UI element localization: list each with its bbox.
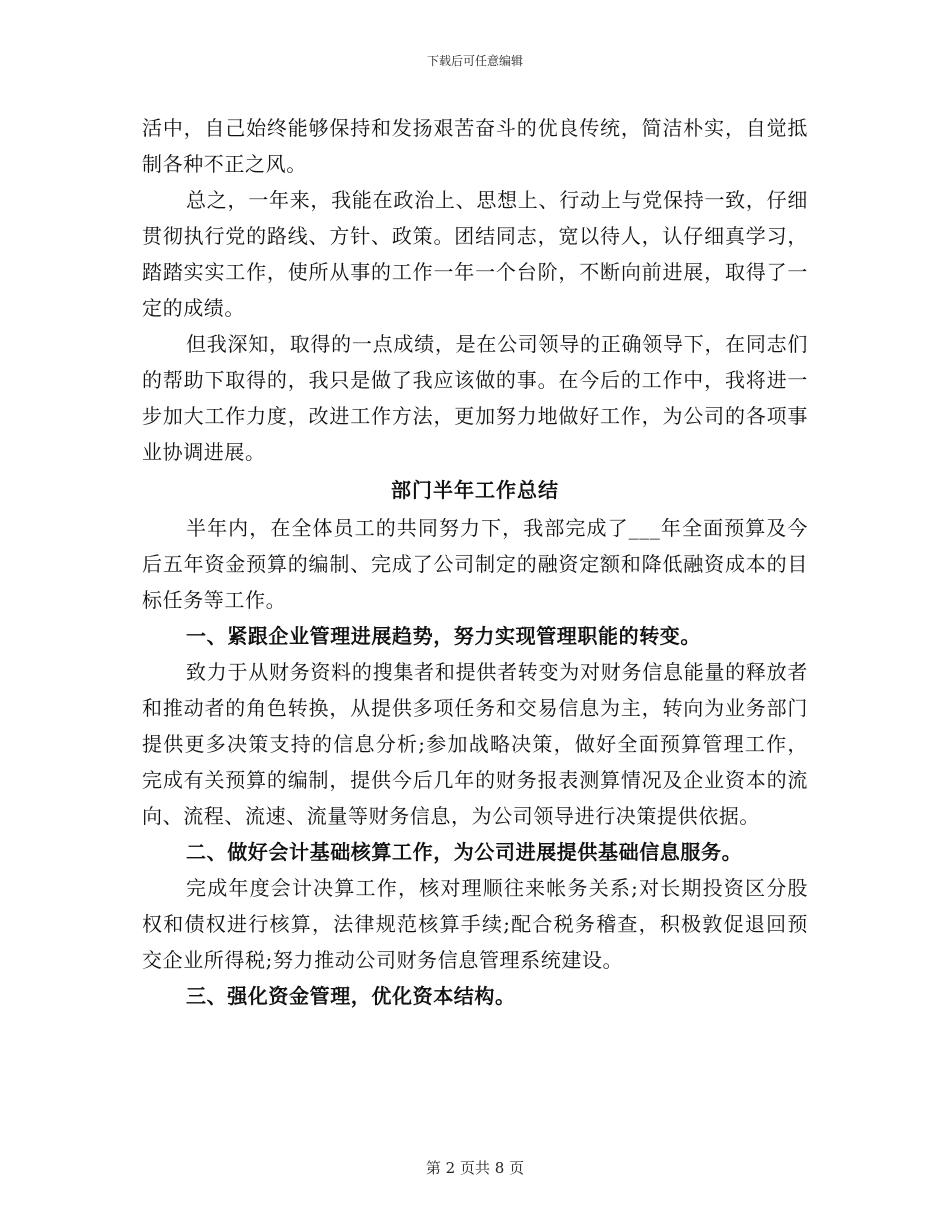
- paragraph-accounting: 完成年度会计决算工作，核对理顺往来帐务关系;对长期投资区分股权和债权进行核算，法律规范核算手续;配合税务稽查，积极敦促退回预交企业所得税;努力推动公司财务信息管理系统建设。: [142, 876, 808, 972]
- page-footer: 第 2 页共 8 页: [425, 1159, 525, 1177]
- paragraph-management: 致力于从财务资料的搜集者和提供者转变为对财务信息能量的释放者和推动者的角色转换，从提供多项任务和交易信息为主，转向为业务部门提供更多决策支持的信息分析;参加战略决策，做好全面预算管理工作，完成有关预算的编制，提供今后几年的财务报表测算情况及企业资本的流向、流程、流速、流量等财务信息，为公司领导进行决策提供依据。: [142, 660, 808, 828]
- heading-one: 一、紧跟企业管理进展趋势，努力实现管理职能的转变。: [186, 624, 701, 648]
- paragraph-continued: 活中，自己始终能够保持和发扬艰苦奋斗的优良传统，简洁朴实，自觉抵制各种不正之风。: [142, 116, 808, 176]
- paragraph-intro: 半年内，在全体员工的共同努力下，我部完成了___年全面预算及今后五年资金预算的编制、完成了公司制定的融资定额和降低融资成本的目标任务等工作。: [142, 516, 808, 612]
- heading-three: 三、强化资金管理，优化资本结构。: [186, 984, 516, 1008]
- document-body: [142, 110, 808, 1014]
- heading-two: 二、做好会计基础核算工作，为公司进展提供基础信息服务。: [186, 840, 743, 864]
- section-title: 部门半年工作总结: [391, 478, 559, 502]
- paragraph-summary: 总之，一年来，我能在政治上、思想上、行动上与党保持一致，仔细贯彻执行党的路线、方针、政策。团结同志，宽以待人，认仔细真学习，踏踏实实工作，使所从事的工作一年一个台阶，不断向前进展，取得了一定的成绩。: [142, 188, 808, 320]
- page-header: 下载后可任意编辑: [426, 54, 523, 68]
- paragraph-acknowledgement: 但我深知，取得的一点成绩，是在公司领导的正确领导下，在同志们的帮助下取得的，我只是做了我应该做的事。在今后的工作中，我将进一步加大工作力度，改进工作方法，更加努力地做好工作，为公司的各项事业协调进展。: [142, 332, 808, 464]
